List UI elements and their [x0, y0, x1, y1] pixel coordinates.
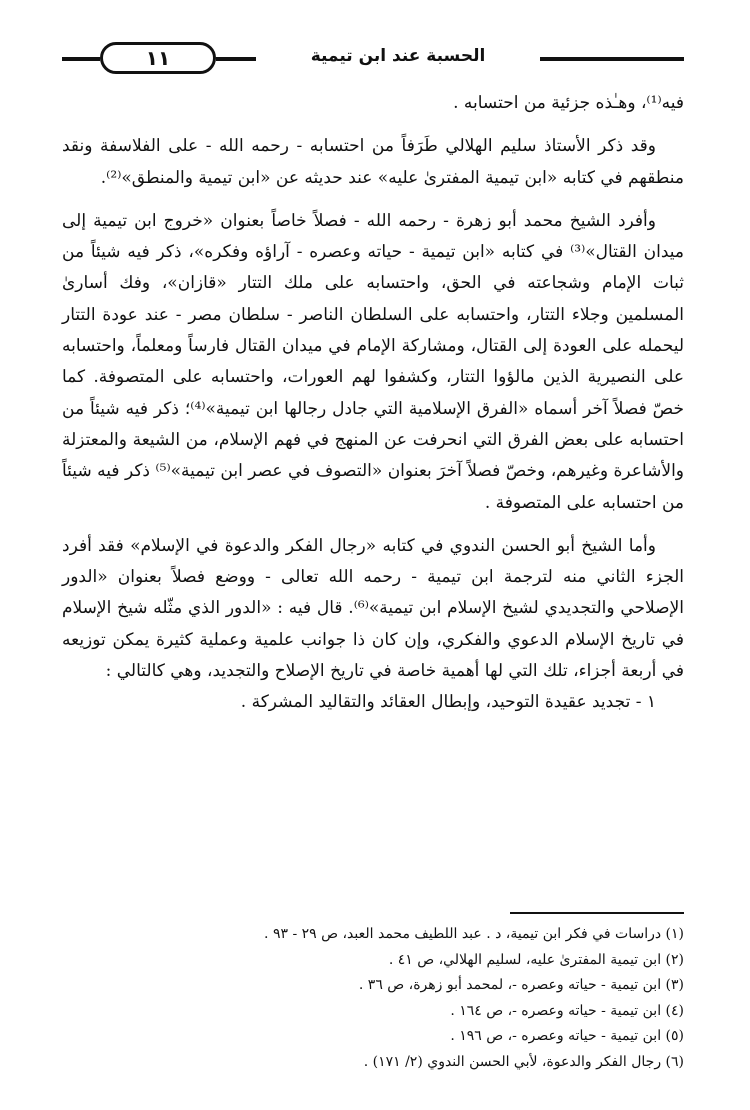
paragraph-1: فيه⁽¹⁾، وهـٰذه جزئية من احتسابه . [453, 93, 684, 113]
main-text [62, 88, 684, 719]
header-rule-left [62, 57, 100, 61]
footnote-separator [510, 912, 684, 914]
footnote-1: (١) دراسات في فكر ابن تيمية، د . عبد اللطيف محمد العبد، ص ٢٩ - ٩٣ . [264, 926, 684, 942]
page-number: ١١ [100, 42, 216, 74]
paragraph-3: وأفرد الشيخ محمد أبو زهرة - رحمه الله - فصلاً خاصاً بعنوان «خروج ابن تيمية إلى ميدان القتال»⁽³⁾ في كتابه «ابن تيمية - حياته وعصره - آراؤه وفكره»، ذكر فيه شيئاً من ثبات الإمام وشجاعته في الحق، واحتسابه على ملك التتار «قازان»، وفك أسارىٰ المسلمين وجلاء التتار، واحتسابه على السلطان الناصر - سلطان مصر - عند عودة التتار ليحمله على العودة إلى القتال، ومشاركة الإمام في ميدان القتال فارساً ومعلماً، واحتسابه على النصيرية الذين مالؤوا التتار، وكشفوا لهم العورات، واحتسابه على المتصوفة. كما خصّ فصلاً آخر أسماه «الفرق الإسلامية التي جادل رجالها ابن تيمية»⁽⁴⁾؛ ذكر فيه شيئاً من احتسابه على بعض الفرق التي انحرفت عن المنهج في فهم الإسلام، من الشيعة والمعتزلة والأشاعرة وغيرهم، وخصّ فصلاً آخرَ بعنوان «التصوف في عصر ابن تيمية»⁽⁵⁾ ذكر فيه شيئاً من احتسابه على المتصوفة . [62, 210, 685, 513]
paragraph-2: وقد ذكر الأستاذ سليم الهلالي طَرَفاً من احتسابه - رحمه الله - على الفلاسفة ونقد منطقهم في كتابه «ابن تيمية المفترىٰ عليه» عند حديثه عن «ابن تيمية والمنطق»⁽²⁾. [62, 136, 684, 188]
page-header [62, 38, 684, 82]
list-item-1: ١ - تجديد عقيدة التوحيد، وإبطال العقائد والتقاليد المشركة . [240, 692, 656, 713]
footnote-2: (٢) ابن تيمية المفترىٰ عليه، لسليم الهلالي، ص ٤١ . [388, 951, 684, 968]
header-rule-right [540, 57, 684, 61]
paragraph-4: وأما الشيخ أبو الحسن الندوي في كتابه «رجال الفكر والدعوة في الإسلام» فقد أفرد الجزء الثاني منه لترجمة ابن تيمية - رحمه الله تعالى - ووضع فصلاً بعنوان «الدور الإصلاحي والتجديدي لشيخ الإسلام ابن تيمية»⁽⁶⁾. قال فيه : «الدور الذي مثّله شيخ الإسلام في تاريخ الإسلام الدعوي والفكري، وإن كان ذا جوانب علمية وعملية كثيرة يمكن توزيعه في أربعة أجزاء، تلك التي لها أهمية خاصة في تاريخ الإصلاح والتجديد، وهي كالتالي : [62, 535, 684, 682]
footnote-6: (٦) رجال الفكر والدعوة، لأبي الحسن الندوي (٢/ ١٧١) . [363, 1053, 684, 1070]
header-rule-middle [216, 57, 256, 61]
footnote-3: (٣) ابن تيمية - حياته وعصره -، لمحمد أبو زهرة، ص ٣٦ . [358, 977, 684, 993]
footnote-5: (٥) ابن تيمية - حياته وعصره -، ص ١٩٦ . [450, 1028, 684, 1044]
footnote-4: (٤) ابن تيمية - حياته وعصره -، ص ١٦٤ . [450, 1002, 684, 1019]
running-title: الحسبة عند ابن تيمية [310, 46, 486, 66]
footnotes [62, 922, 684, 1075]
